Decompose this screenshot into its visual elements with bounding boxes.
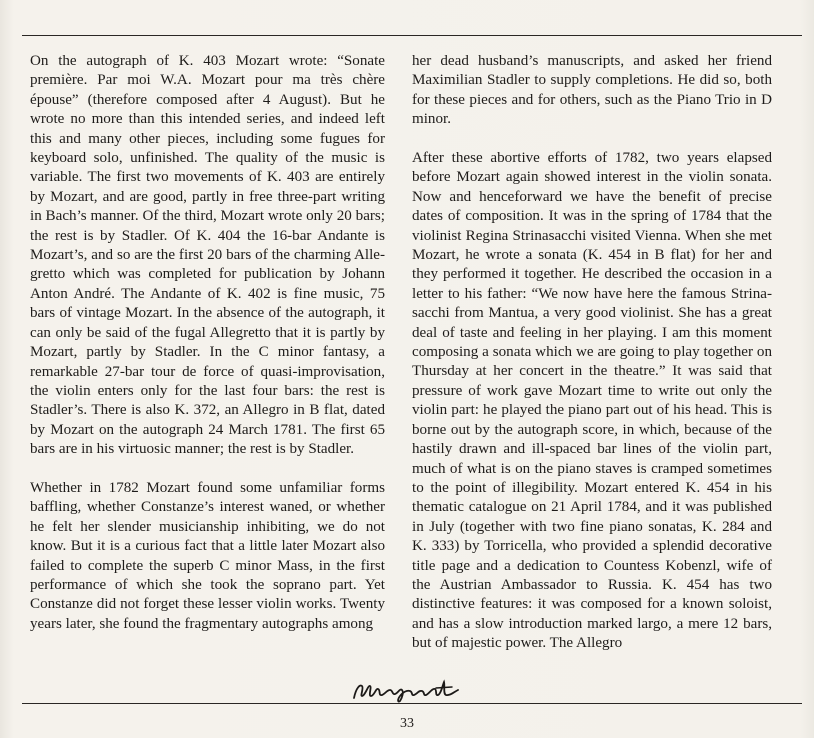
top-rule xyxy=(22,35,802,36)
signature-icon xyxy=(340,676,480,706)
right-column xyxy=(412,52,772,654)
left-paragraph-2: Whether in 1782 Mozart found some unfamiliar forms baffling, whether Constanze’s interest waned, or whether he felt her slender musicianship inhibiting, we do not know. But it is a curious fact that a little later Mozart also failed to complete the superb C minor Mass, in the first performance of which she took the soprano part. Yet Constanze did not forget these lesser violin works. Twenty years later, she found the fragmentary autographs among xyxy=(30,479,385,632)
page-number: 33 xyxy=(400,716,414,731)
right-paragraph-2: After these abortive efforts of 1782, two years elapsed before Mozart again showed interest in the violin sonata. Now and henceforward we have the benefit of precise dates of composition. It was in the spring of 1784 that the violinist Regina Strinasacchi visited Vienna. When she met Mozart, he wrote a sonata (K. 454 in B flat) for her and they performed it together. He described the occasion in a letter to his father: “We now have here the famous Strinasacchi from Mantua, a very good violinist. She has a great deal of taste and feeling in her playing. I am this moment composing a sonata which we are going to play together on Thursday at her concert in the theatre.” It was said that pressure of work gave Mozart time to write out only the violin part: he played the piano part out of his head. This is borne out by the autograph score, in which, because of the hastily drawn and ill-spaced bar lines of the violin part, much of what is on the piano staves is cramped sometimes to the point of illegibility. Mozart entered K. 454 in his thematic catalogue on 21 April 1784, and it was published in July (together with two fine piano sonatas, K. 284 and K. 333) by Torricella, who provided a splendid decorative title page and a dedication to Countess Kobenzl, wife of the Austrian Ambassador to Russia. K. 454 has two distinctive features: it was composed for a known soloist, and has a slow introduction marked largo, a mere 12 bars, but of majestic power. The Allegro xyxy=(412,150,772,652)
left-column xyxy=(30,52,385,634)
left-paragraph-1: On the autograph of K. 403 Mozart wrote: “Sonate première. Par moi W.A. Mozart pour ma très chère épouse” (therefore composed after 4 August). But he wrote no more than this intended series, and indeed left this and many other pieces, including some fugues for keyboard solo, unfinished. The quality of the music is variable. The first two movements of K. 403 are entirely by Mozart, and are good, partly in free three-part writing in Bach’s manner. Of the third, Mozart wrote only 20 bars; the rest is by Stadler. Of K. 404 the 16-bar Andante is Mozart’s, and so are the first 20 bars of the charming Allegretto which was completed for publication by Johann Anton André. The Andante of K. 402 is fine music, 75 bars of vintage Mozart. In the absence of the autograph, it can only be said of the fugal Allegretto that it is partly by Mozart, partly by Stadler. In the C minor fantasy, a remarkable 27-bar tour de force of quasi-improvisation, the violin enters only for the last four bars: the rest is Stadler’s. There is also K. 372, an Allegro in B flat, dated by Mozart on the autograph 24 March 1781. The first 65 bars are in his virtuosic manner; the rest is by Stadler. xyxy=(30,53,385,458)
right-paragraph-1: her dead husband’s manuscripts, and asked her friend Maximilian Stadler to supply completions. He did so, both for these pieces and for others, such as the Piano Trio in D minor. xyxy=(412,53,772,128)
mozart-signature-logo xyxy=(340,676,480,706)
bottom-rule xyxy=(22,703,802,704)
